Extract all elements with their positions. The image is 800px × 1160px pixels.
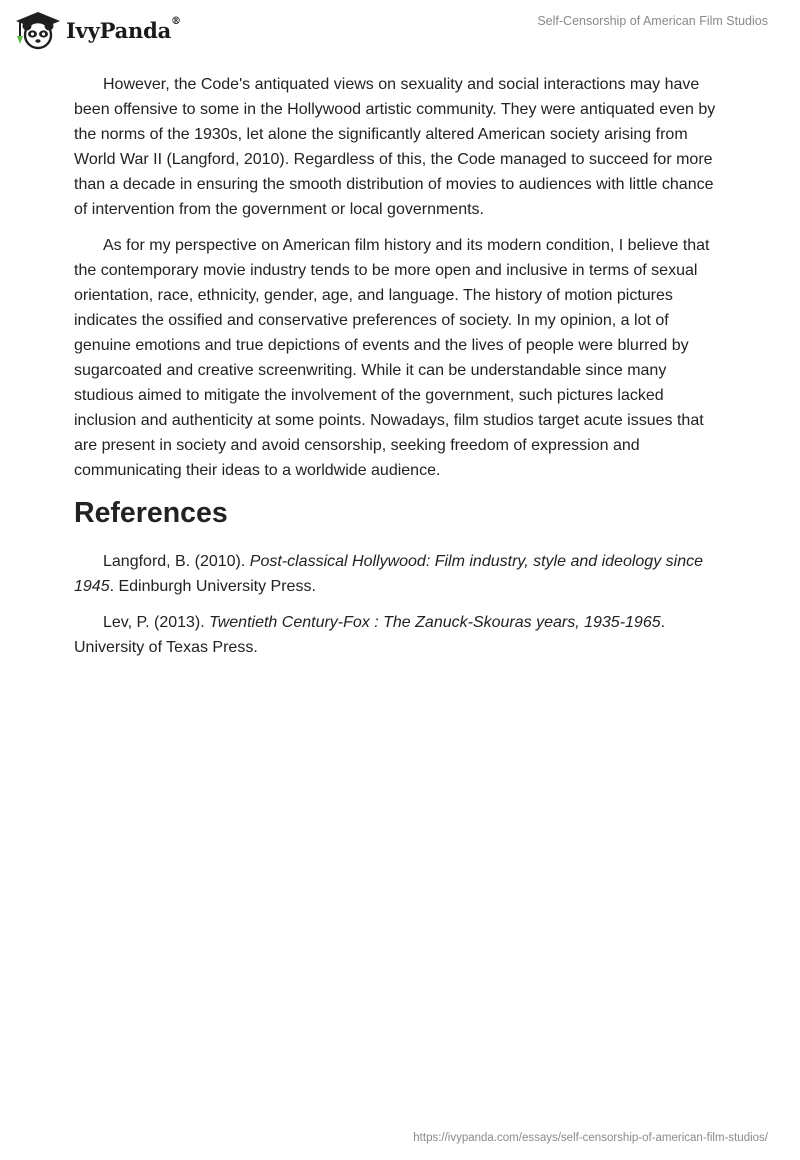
document-title: Self-Censorship of American Film Studios — [537, 14, 768, 28]
reference-item: Lev, P. (2013). Twentieth Century-Fox : The Zanuck-Skouras years, 1935-1965. University of Texas Press. — [74, 614, 666, 656]
body-paragraph: However, the Code's antiquated views on sexuality and social interactions may have been offensive to some in the Hollywood artistic community. They were antiquated even by the norms of the 1930s, let alone the significantly altered American society arising from World War II (Langford, 2010). Regardless of this, the Code managed to succeed for more than a decade in ensuring the smooth distribution of movies to audiences with little chance of intervention from the government or local governments. — [74, 76, 716, 218]
essay-content — [74, 72, 726, 671]
source-url-link[interactable]: https://ivypanda.com/essays/self-censorship-of-american-film-studios/ — [413, 1132, 768, 1144]
brand-name: IvyPanda® — [66, 15, 181, 43]
references-heading: References — [74, 497, 228, 529]
body-paragraph: As for my perspective on American film history and its modern condition, I believe that the contemporary movie industry tends to be more open and inclusive in terms of sexual orientation, race, ethnicity, gender, age, and language. The history of motion pictures indicates the ossified and conservative preferences of society. In my opinion, a lot of genuine emotions and true depictions of events and the lives of people were blurred by sugarcoated and creative screenwriting. While it can be understandable since many studious aimed to mitigate the involvement of the government, such pictures lacked inclusion and authenticity at some points. Nowadays, film studios target acute issues that are present in society and avoid censorship, seeking freedom of expression and communicating their ideas to a worldwide audience. — [74, 237, 710, 479]
panda-graduate-icon — [14, 10, 62, 50]
reference-item: Langford, B. (2010). Post-classical Hollywood: Film industry, style and ideology since 1945. Edinburgh University Press. — [74, 553, 703, 595]
brand-logo[interactable] — [14, 10, 181, 50]
